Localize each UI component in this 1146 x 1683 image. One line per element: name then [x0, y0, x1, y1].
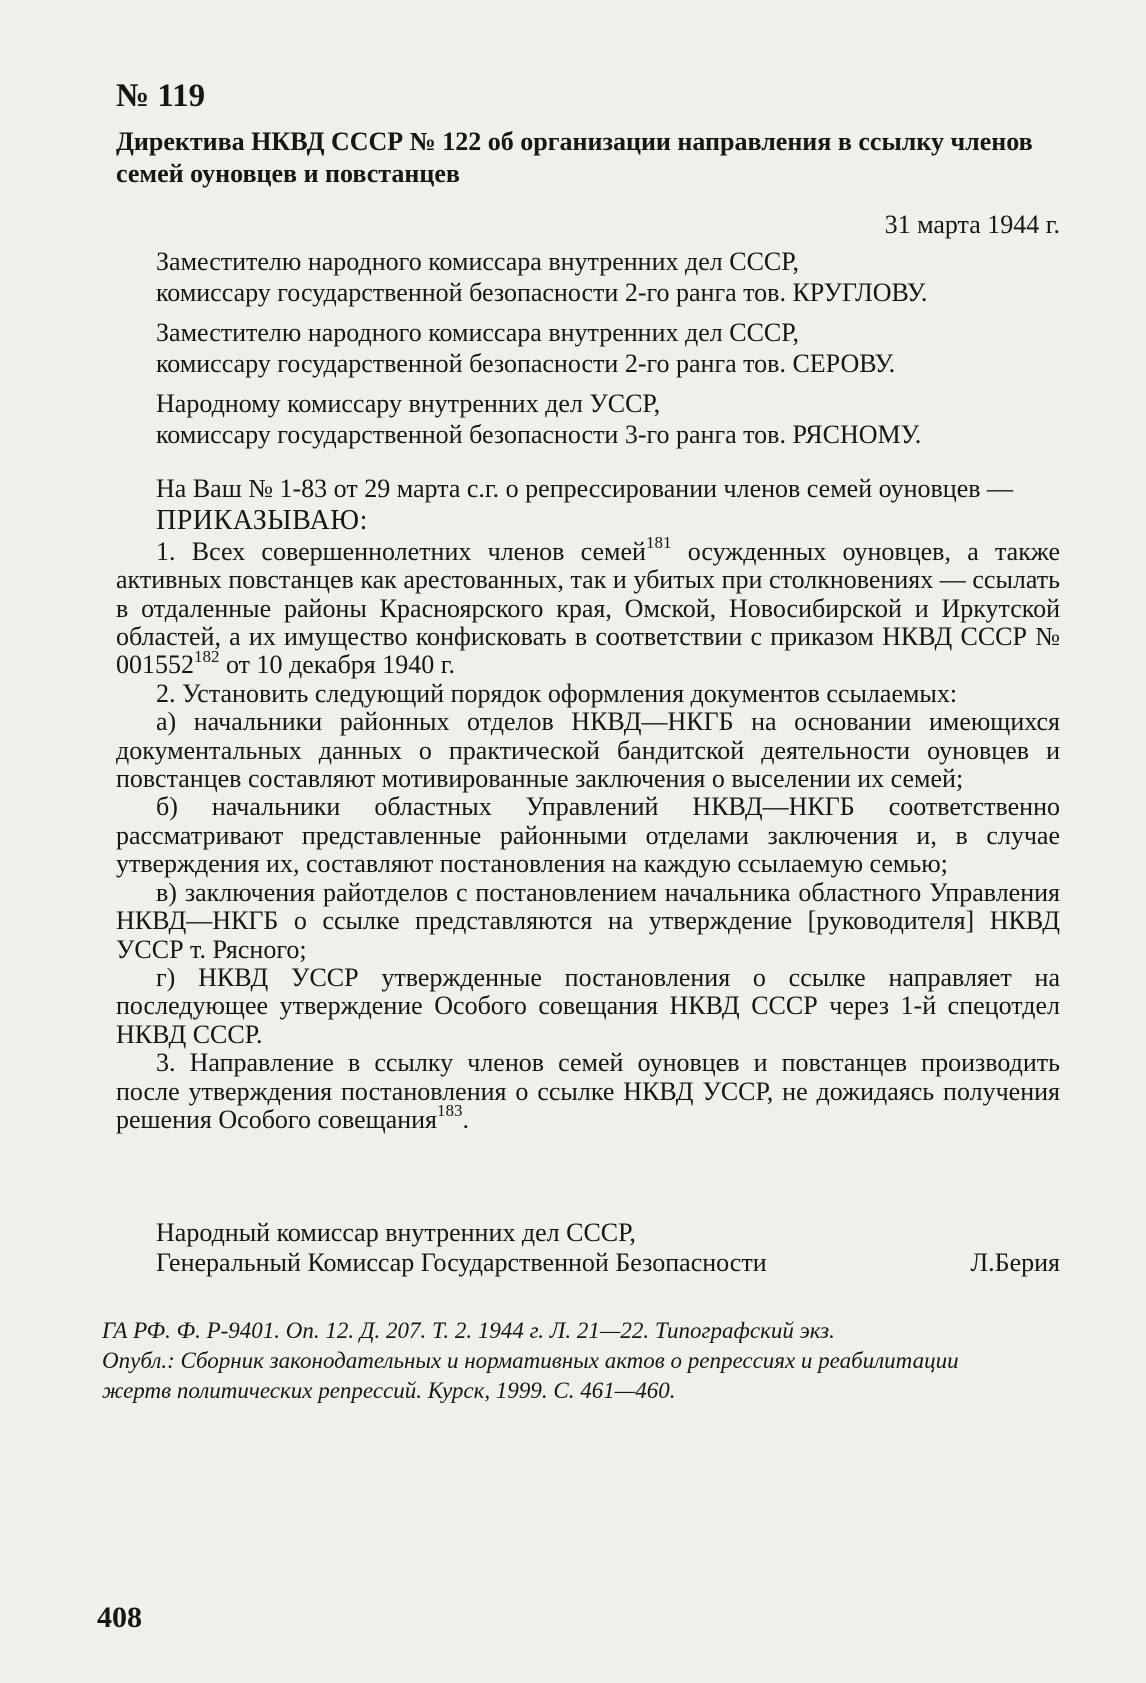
addressee-rank-name: комиссару государственной безопасности 3-го ранга тов. РЯСНОМУ.: [156, 420, 922, 449]
addressee-position: Народному комиссару внутренних дел УССР,: [156, 389, 661, 418]
footnote-ref-182: 182: [194, 646, 220, 666]
paragraph-2d: г) НКВД УССР утвержденные постановления о ссылке направляет на последующее утверждение Особого совещания НКВД СССР через 1-й спецотдел НКВД СССР.: [116, 962, 1060, 1049]
paragraph-1-text-a: 1. Всех совершеннолетних членов семей: [156, 536, 646, 566]
signatory-position: Народный комиссар внутренних дел СССР,: [156, 1218, 636, 1247]
paragraph-3: [116, 1049, 1060, 1134]
directive-body: [116, 475, 1060, 1134]
paragraph-3-text-b: .: [462, 1104, 470, 1134]
page-number: 408: [97, 1601, 142, 1634]
addressee-kruglov: [156, 246, 1056, 308]
document-title: Директива НКВД СССР № 122 об организации направления в ссылку членов семей оуновцев и повстанцев: [116, 127, 1033, 188]
paragraph-2b: б) начальники областных Управлений НКВД—НКГБ соответственно рассматривают представленные районными отделами заключения и, в случае утверждения их, составляют постановления на каждую ссылаемую семью;: [116, 792, 1060, 879]
paragraph-2c: в) заключения райотделов с постановлением начальника областного Управления НКВД—НКГБ о ссылке представляются на утверждение [руководителя] НКВД УССР т. Рясного;: [116, 877, 1060, 964]
source-reference: [102, 1316, 1062, 1406]
signatory-rank-row: [156, 1248, 1060, 1278]
paragraph-1-text-b: осужденных оуновцев, а также активных повстанцев как арестованных, так и убитых при столкновениях — ссылать в отдаленные районы Красноярского края, Омской, Новосибирской и Иркутской областей, а их имущество конфисковать в соответствии с приказом НКВД СССР № 001552: [116, 536, 1061, 680]
signatory-name: Л.Берия: [970, 1248, 1060, 1277]
paragraph-2: 2. Установить следующий порядок оформления документов ссылаемых:: [156, 678, 958, 708]
intro-paragraph: На Ваш № 1-83 от 29 марта с.г. о репрессировании членов семей оуновцев —: [156, 474, 1014, 503]
addressee-ryasnoy: [156, 388, 1056, 450]
document-number: № 119: [116, 78, 206, 114]
paragraph-1-text-c: от 10 декабря 1940 г.: [219, 650, 455, 680]
signatory-rank: Генеральный Комиссар Государственной Безопасности: [156, 1248, 767, 1277]
addressee-position: Заместителю народного комиссара внутренних дел СССР,: [156, 247, 799, 276]
archive-reference: ГА РФ. Ф. Р-9401. Оп. 12. Д. 207. Т. 2. 1944 г. Л. 21—22. Типографский экз.: [102, 1318, 835, 1343]
publication-reference-2: жертв политических репрессий. Курск, 1999. С. 461—460.: [102, 1378, 676, 1403]
publication-reference-1: Опубл.: Сборник законодательных и нормативных актов о репрессиях и реабилитации: [102, 1348, 959, 1373]
paragraph-3-text-a: 3. Направление в ссылку членов семей оуновцев и повстанцев производить после утверждения постановления о ссылке НКВД УССР, не дожидаясь получения решения Особого совещания: [116, 1048, 1060, 1134]
addressee-rank-name: комиссару государственной безопасности 2-го ранга тов. СЕРОВУ.: [156, 349, 896, 378]
paragraph-2a: а) начальники районных отделов НКВД—НКГБ на основании имеющихся документальных данных о практической бандитской деятельности оуновцев и повстанцев составляют мотивированные заключения о выселении их семей;: [116, 707, 1060, 794]
signature-block: [156, 1218, 1060, 1278]
order-word: ПРИКАЗЫВАЮ:: [156, 505, 368, 537]
addressee-rank-name: комиссару государственной безопасности 2-го ранга тов. КРУГЛОВУ.: [156, 278, 928, 307]
footnote-ref-181: 181: [645, 533, 672, 553]
addressee-position: Заместителю народного комиссара внутренних дел СССР,: [156, 318, 799, 347]
footnote-ref-183: 183: [437, 1101, 463, 1121]
addressee-serov: [156, 317, 1056, 379]
paragraph-1: [116, 533, 1061, 680]
document-date: 31 марта 1944 г.: [884, 210, 1060, 239]
